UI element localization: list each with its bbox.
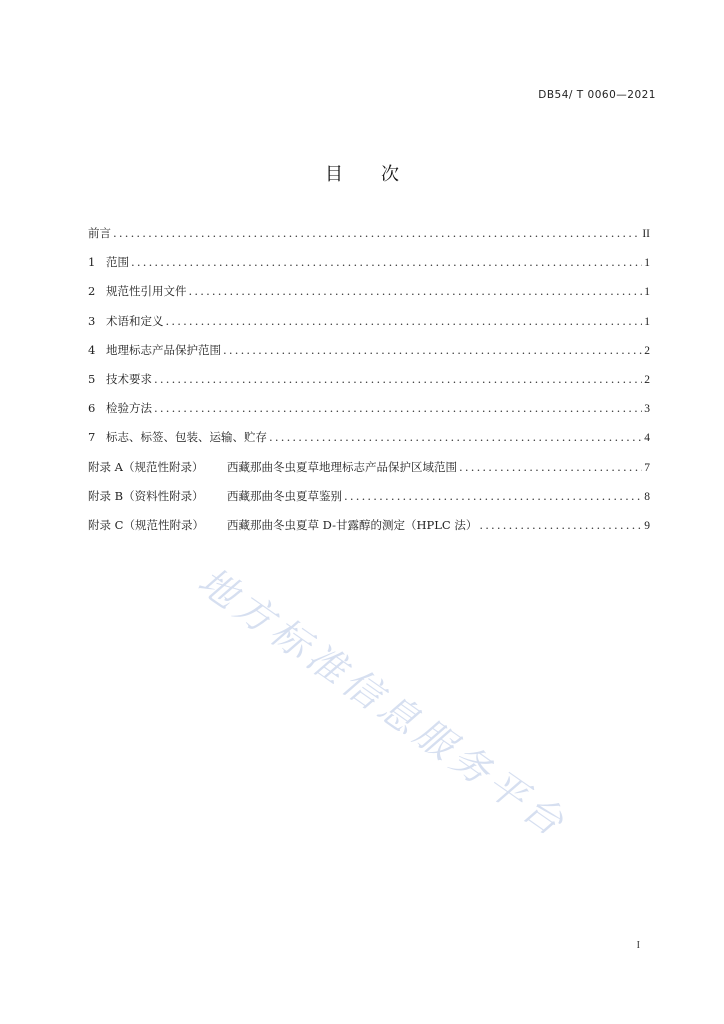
toc-entry-number: 6 [88,401,96,416]
toc-entry-page: 1 [644,286,650,299]
toc-entry-page: 1 [644,257,650,270]
toc-annex-heading: 附录 B（资料性附录） [88,488,204,503]
toc-entry-page: 3 [644,403,650,416]
dot-leader [223,341,642,359]
dot-leader [479,516,642,534]
toc-entry-number: 1 [88,255,96,270]
toc-entry-4[interactable] [88,341,650,370]
toc-annex-heading: 附录 A（规范性附录） [88,459,204,474]
toc-entry-page: 1 [644,315,650,328]
toc-annex-b[interactable] [88,487,650,516]
toc-entry-5[interactable] [88,370,650,399]
toc-entry-label: 标志、标签、包装、运输、贮存 [106,430,267,445]
toc-entry-6[interactable] [88,399,650,428]
dot-leader [189,282,643,300]
toc-annex-a[interactable] [88,458,650,487]
toc-entry-number: 5 [88,371,96,386]
dot-leader [154,370,642,388]
toc-entry-page: 4 [644,432,650,445]
toc-title-char-2: 次 [381,164,399,185]
toc-entry-page: 2 [644,373,650,386]
toc-entry-number: 7 [88,430,96,445]
toc-entry-label: 技术要求 [106,371,152,386]
toc-annex-label: 西藏那曲冬虫夏草鉴别 [227,488,342,503]
dot-leader [113,224,640,242]
toc-entry-page: II [642,228,650,240]
toc-entry-number: 2 [88,284,96,299]
toc-entry-label: 术语和定义 [106,313,164,328]
watermark: 地方标准信息服务平台 [190,558,576,848]
table-of-contents [88,224,650,545]
toc-entry-label: 规范性引用文件 [106,284,187,299]
toc-entry-label: 地理标志产品保护范围 [106,342,221,357]
toc-entry-number: 3 [88,313,96,328]
dot-leader [166,312,643,330]
toc-entry-foreword[interactable] [88,224,650,253]
toc-entry-3[interactable] [88,312,650,341]
toc-title [0,160,724,186]
toc-entry-page: 9 [644,519,650,532]
toc-entry-page: 2 [644,344,650,357]
toc-annex-c[interactable] [88,516,650,545]
toc-entry-label: 检验方法 [106,401,152,416]
toc-title-char-1: 目 [325,164,343,185]
dot-leader [269,428,642,446]
dot-leader [154,399,642,417]
page-number: I [636,940,640,951]
toc-entry-number: 4 [88,342,96,357]
toc-entry-1[interactable] [88,253,650,282]
toc-annex-label: 西藏那曲冬虫夏草地理标志产品保护区域范围 [227,459,457,474]
toc-annex-heading: 附录 C（规范性附录） [88,517,204,532]
dot-leader [344,487,642,505]
toc-annex-label: 西藏那曲冬虫夏草 D-甘露醇的测定（HPLC 法） [227,517,478,532]
toc-entry-label: 前言 [88,226,111,240]
document-code: DB54/ T 0060—2021 [538,89,656,101]
toc-entry-label: 范围 [106,255,129,270]
toc-entry-2[interactable] [88,282,650,311]
toc-entry-page: 7 [644,461,650,474]
toc-entry-7[interactable] [88,428,650,457]
toc-entry-page: 8 [644,490,650,503]
dot-leader [459,458,642,476]
dot-leader [131,253,642,271]
